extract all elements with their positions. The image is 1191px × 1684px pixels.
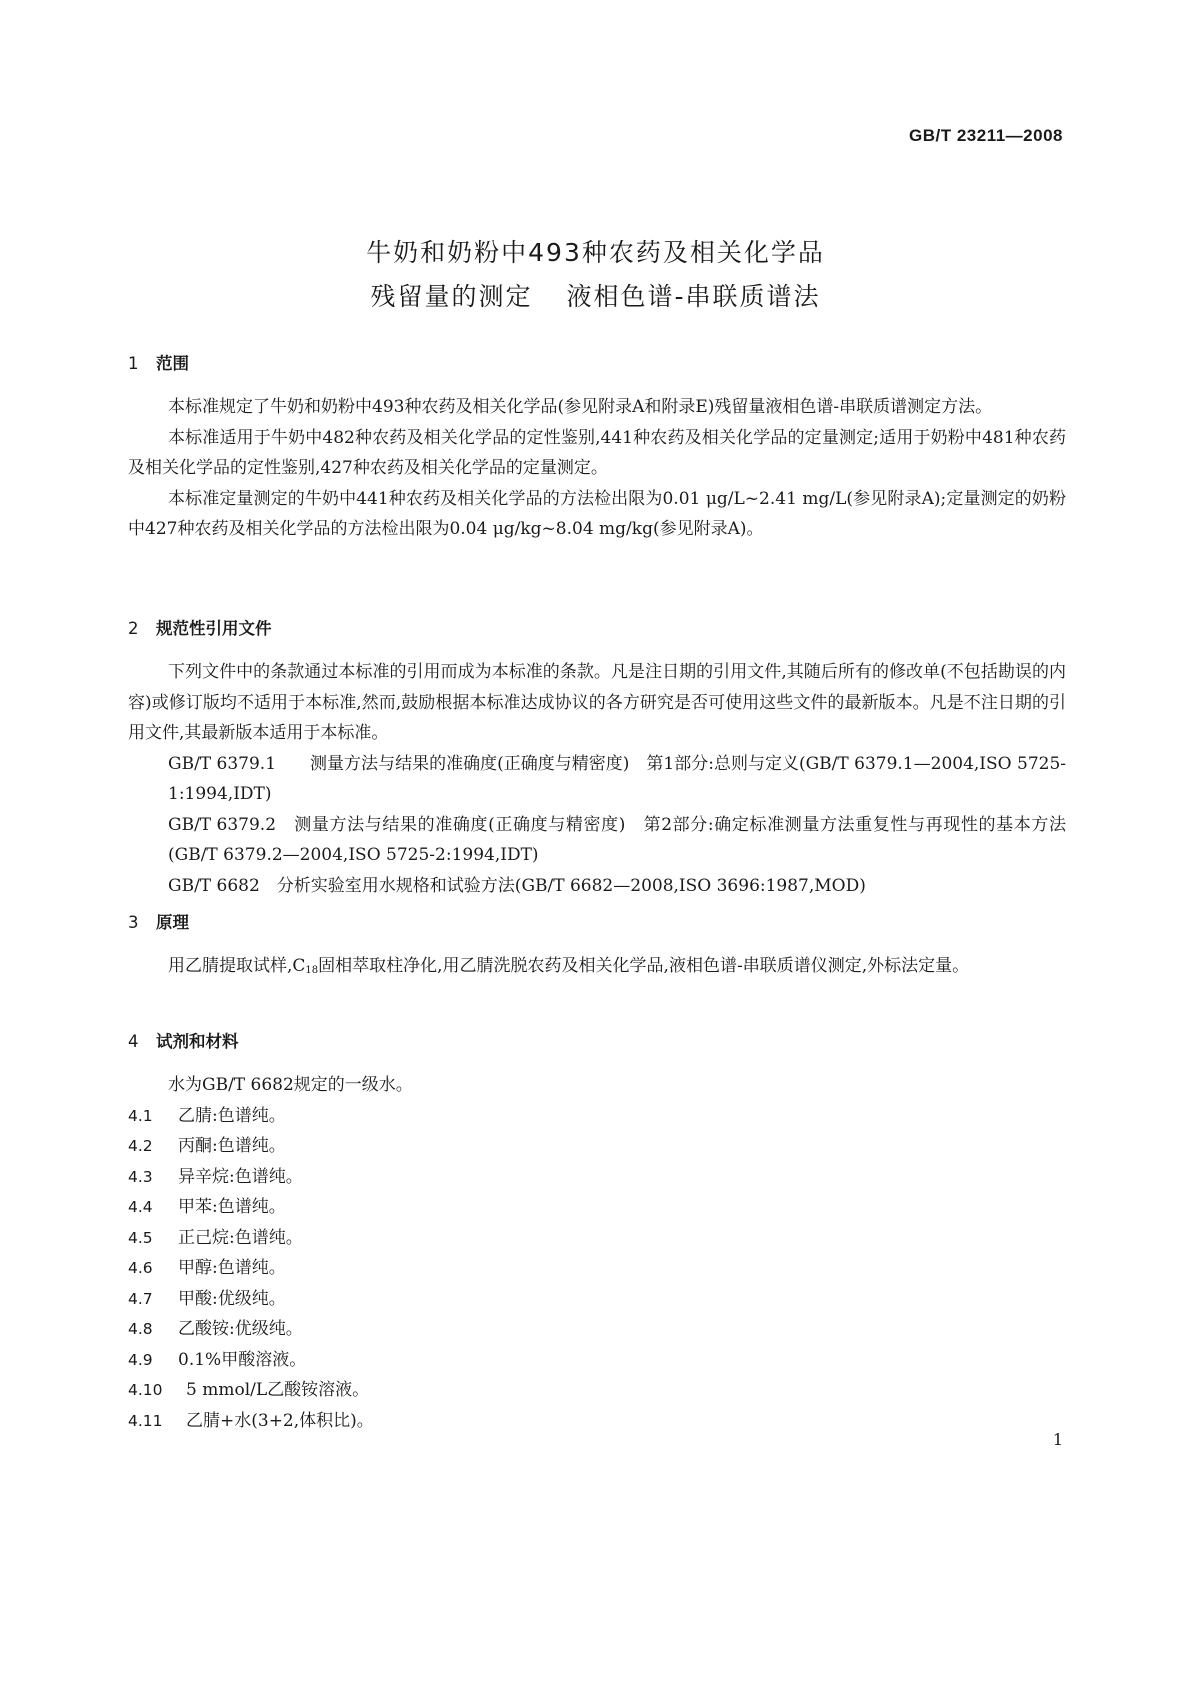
reagent-item: 4.4 甲苯:色谱纯。 [128,1197,286,1217]
reagent-item: 4.10 5 mmol/L乙酸铵溶液。 [128,1380,370,1400]
section-4 [128,1030,1066,1436]
reagent-item: 4.8 乙酸铵:优级纯。 [128,1319,303,1339]
section-1-heading: 1 范围 [128,354,189,373]
reagent-item: 4.1 乙腈:色谱纯。 [128,1105,286,1126]
title-part-b: 液相色谱-串联质谱法 [566,282,821,311]
standard-code: GB/T 23211—2008 [909,126,1063,145]
reagent-item: 4.7 甲酸:优级纯。 [128,1288,286,1309]
section-1-para-1: 本标准规定了牛奶和奶粉中493种农药及相关化学品(参见附录A和附录E)残留量液相色谱-串联质谱测定方法。 [168,397,993,417]
reagent-item: 4.2 丙酮:色谱纯。 [128,1136,286,1156]
reagent-item: 4.5 正己烷:色谱纯。 [128,1227,303,1248]
section-2-heading: 2 规范性引用文件 [128,619,272,638]
title-part-a: 残留量的测定 [370,282,533,311]
section-3 [128,911,1066,987]
document-title-line1: 牛奶和奶粉中493种农药及相关化学品 [366,238,825,267]
section-4-intro: 水为GB/T 6682规定的一级水。 [168,1075,413,1095]
reagent-item: 4.11 乙腈+水(3+2,体积比)。 [128,1410,374,1431]
reference-3: GB/T 6682 分析实验室用水规格和试验方法(GB/T 6682—2008,ISO 3696:1987,MOD) [168,875,866,896]
section-1-para-3: 本标准定量测定的牛奶中441种农药及相关化学品的方法检出限为0.01 μg/L~2.41 mg/L(参见附录A);定量测定的奶粉中427种农药及相关化学品的方法检出限为0.04 μg/kg~8.04 mg/kg(参见附录A)。 [128,488,1066,539]
document-title-line2 [0,277,1191,313]
reagent-item: 4.6 甲醇:色谱纯。 [128,1258,286,1278]
section-2-para-1: 下列文件中的条款通过本标准的引用而成为本标准的条款。凡是注日期的引用文件,其随后所有的修改单(不包括勘误的内容)或修订版均不适用于本标准,然而,鼓励根据本标准达成协议的各方研究是否可使用这些文件的最新版本。凡是不注日期的引用文件,其最新版本适用于本标准。 [128,662,1066,743]
section-4-heading: 4 试剂和材料 [128,1032,239,1051]
section-3-para-1: 用乙腈提取试样$,C_{18}$固相萃取柱净化,用乙腈洗脱农药及相关化学品,液相色谱-串联质谱仪测定,外标法定量。 [168,956,970,976]
section-3-heading: 3 原理 [128,913,189,932]
reference-1: GB/T 6379.1 测量方法与结果的准确度(正确度与精密度) 第1部分:总则与定义(GB/T 6379.1—2004,ISO 5725-1:1994,IDT) [168,753,1067,804]
section-1 [128,352,1066,545]
reference-2: GB/T 6379.2 测量方法与结果的准确度(正确度与精密度) 第2部分:确定标准测量方法重复性与再现性的基本方法(GB/T 6379.2—2004,ISO 5725-2:1994,IDT) [168,814,1067,865]
section-1-para-2: 本标准适用于牛奶中482种农药及相关化学品的定性鉴别,441种农药及相关化学品的定量测定;适用于奶粉中481种农药及相关化学品的定性鉴别,427种农药及相关化学品的定量测定。 [128,427,1066,478]
page-number: 1 [1052,1430,1063,1449]
reagent-item: 4.9 0.1%甲酸溶液。 [128,1349,307,1370]
reagent-item: 4.3 异辛烷:色谱纯。 [128,1166,303,1187]
section-2 [128,617,1066,901]
